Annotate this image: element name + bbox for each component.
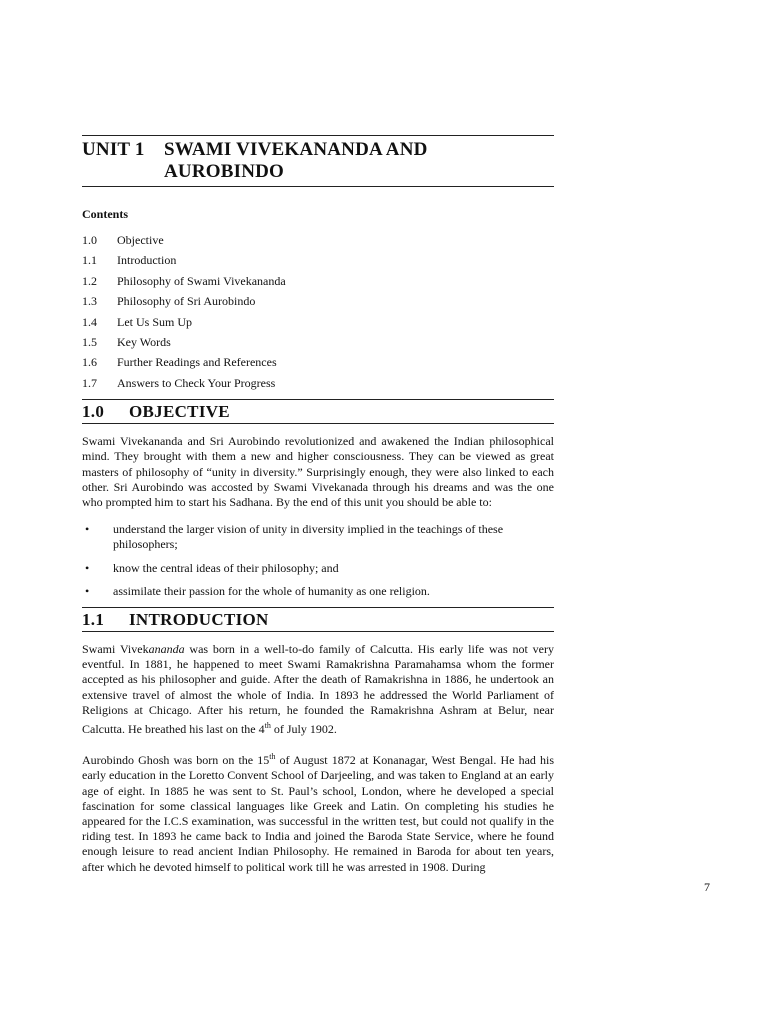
unit-title-line2: AUROBINDO — [164, 161, 285, 182]
toc-item: 1.1 Introduction — [82, 253, 177, 268]
toc-item: 1.2 Philosophy of Swami Vivekananda — [82, 273, 286, 288]
title-bottom-rule — [82, 186, 554, 187]
bullet-item: • know the central ideas of their philosophy; and — [85, 560, 339, 575]
toc-item: 1.7 Answers to Check Your Progress — [82, 375, 276, 390]
objective-bottom-rule — [82, 423, 554, 424]
toc-item: 1.6 Further Readings and References — [82, 355, 277, 370]
contents-heading: Contents — [82, 207, 129, 221]
introduction-heading: 1.1 INTRODUCTION — [82, 609, 269, 629]
toc-item: 1.3 Philosophy of Sri Aurobindo — [82, 294, 256, 309]
unit-title-line1: SWAMI VIVEKANANDA AND — [164, 139, 428, 160]
introduction-paragraph-1: Swami Vivekananda was born in a well-to-do family of Calcutta. His early life was not very eventful. In 1881, he happened to meet Swami Ramakrishna Paramahamsa whom the former accepted as his philosopher and guide. After the death of Ramakrishna in 1886, he undertook an extensive travel of almost the whole of India. In 1893 he addressed the World Parliament of Religions at Chicago. After his return, he founded the Ramakrishna Ashram at Belur, near Calcutta. He breathed his last on the 4th of July 1902. — [82, 641, 554, 736]
unit-number: UNIT 1 — [82, 139, 145, 160]
bullet-item: • assimilate their passion for the whole of humanity as one religion. — [85, 583, 430, 598]
objective-bullets — [82, 522, 554, 599]
bullet-item: • understand the larger vision of unity in diversity implied in the teachings of these philosophers; — [85, 522, 504, 552]
toc-item: 1.5 Key Words — [82, 334, 171, 349]
objective-paragraph: Swami Vivekananda and Sri Aurobindo revolutionized and awakened the Indian philosophical mind. They brought with them a new and higher consciousness. They can be viewed as great masters of philosophy of “unity in diversity.” Surprisingly enough, they were also linked to each other. Sri Aurobindo was accosted by Swami Vivekanada through his dreams and was the one who prompted him to start his Sadhana. By the end of this unit you should be able to: — [82, 434, 554, 509]
page-content — [82, 135, 554, 875]
introduction-bottom-rule — [82, 631, 554, 632]
unit-title — [82, 136, 554, 186]
page-number: 7 — [704, 880, 710, 894]
contents-list — [82, 230, 554, 393]
toc-item: 1.4 Let Us Sum Up — [82, 314, 192, 329]
objective-heading: 1.0 OBJECTIVE — [82, 402, 230, 422]
toc-item: 1.0 Objective — [82, 233, 164, 247]
introduction-paragraph-2: Aurobindo Ghosh was born on the 15th of August 1872 at Konanagar, West Bengal. He had his early education in the Loretto Convent School of Darjeeling, and was taken to England at an early age of eight. In 1885 he was sent to St. Paul’s school, London, where he developed a special fascination for some classical languages like Greek and Latin. On completing his studies he appeared for the I.C.S examination, was successful in the written test, but could not qualify in the riding test. In 1893 he came back to India and joined the Baroda State Service, where he found enough leisure to read ancient Indian Philosophy. He remained in Baroda for about ten years, after which he devoted himself to political work till he was arrested in 1908. During — [82, 752, 554, 874]
